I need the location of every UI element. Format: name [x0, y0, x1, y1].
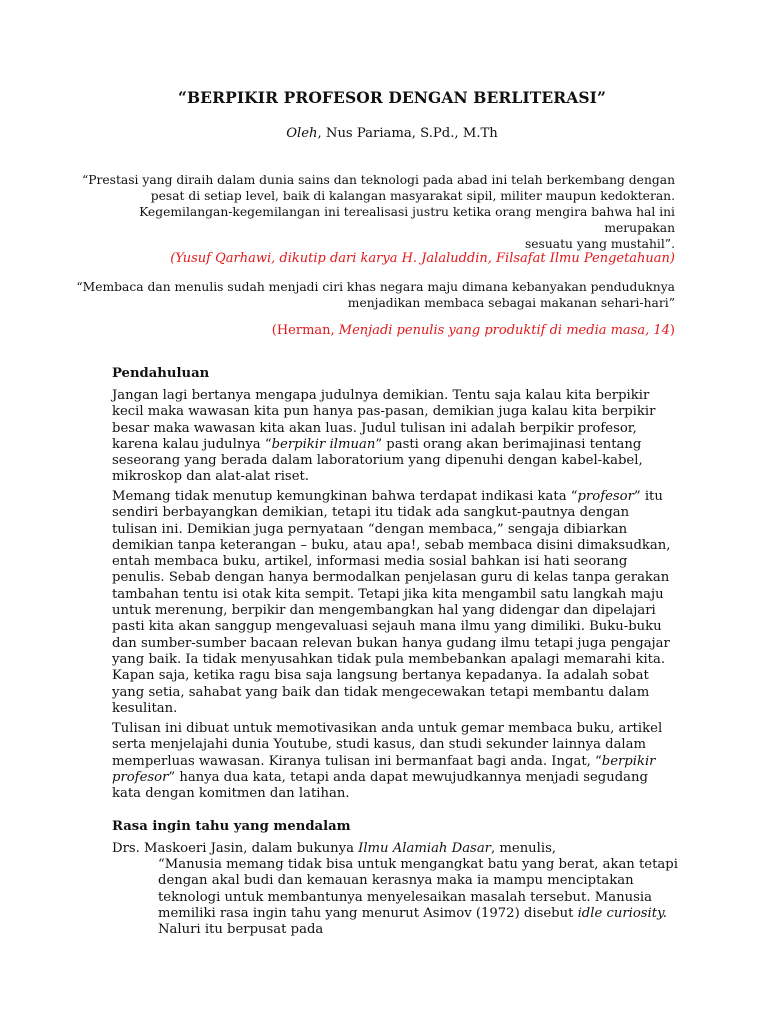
epigraph-quote-2 — [75, 279, 675, 311]
section-heading-curiosity: Rasa ingin tahu yang mendalam — [112, 819, 351, 834]
section-heading-intro: Pendahuluan — [112, 366, 210, 381]
book-title: Ilmu Alamiah Dasar — [358, 841, 491, 856]
quote-line: Kegemilangan-kegemilangan ini terealisasi justru ketika orang mengira bahwa hal ini merupakan — [139, 205, 675, 235]
text-run: “Manusia memang tidak bisa untuk mengangkat batu yang berat, akan tetapi dengan akal budi dan kemauan kerasnya maka ia mampu menciptakan teknologi untuk membantunya menyelesaikan masalah tersebut. Manusia memiliki rasa ingin tahu yang menurut Asimov (1972) disebut — [158, 857, 678, 921]
author-name: , Nus Pariama, S.Pd., M.Th — [317, 126, 498, 141]
text-run: Naluri itu berpusat pada — [158, 922, 324, 938]
text-run: ” hanya dua kata, tetapi anda dapat mewujudkannya menjadi segudang kata dengan komitmen dan latihan. — [112, 769, 648, 802]
epigraph-source-2 — [75, 323, 675, 338]
document-title: “BERPIKIR PROFESOR DENGAN BERLITERASI” — [177, 88, 607, 107]
italic-term: berpikir profesor — [112, 753, 656, 785]
italic-term: profesor — [577, 489, 634, 504]
italic-term: berpikir ilmuan — [271, 436, 376, 452]
text-run: Drs. Maskoeri Jasin, dalam bukunya — [112, 841, 359, 856]
author-byline — [0, 126, 768, 141]
paragraph-1 — [112, 388, 677, 486]
text-run: , menulis, — [491, 841, 557, 856]
text-run: Memang tidak menutup kemungkinan bahwa terdapat indikasi kata “ — [112, 489, 578, 504]
quote-line: pesat di setiap level, baik di kalangan masyarakat sipil, militer maupun kedokteran. — [150, 189, 675, 203]
epigraph-quote-1 — [75, 172, 675, 252]
quote-line: “Membaca dan menulis sudah menjadi ciri khas negara maju dimana kebanyakan penduduknya — [76, 280, 675, 294]
block-quote — [158, 857, 678, 938]
quote-line: sesuatu yang mustahil”. — [524, 237, 675, 251]
source-title: Menjadi penulis yang produktif di media masa, 14 — [338, 323, 670, 338]
paragraph-3 — [112, 721, 677, 802]
byline-prefix: Oleh — [286, 126, 318, 141]
paragraph-4 — [112, 841, 677, 857]
epigraph-source-1: (Yusuf Qarhawi, dikutip dari karya H. Jalaluddin, Filsafat Ilmu Pengetahuan) — [170, 251, 675, 266]
text-run: Tulisan ini dibuat untuk memotivasikan anda untuk gemar membaca buku, artikel serta menjelajahi dunia Youtube, studi kasus, dan studi sekunder lainnya dalam memperluas wawasan. Kiranya tulisan ini bermanfaat bagi anda. Ingat, “ — [112, 721, 663, 769]
source-close: ) — [669, 323, 675, 338]
quote-line: menjadikan membaca sebagai makanan sehari-hari” — [347, 296, 675, 310]
quote-line: “Prestasi yang diraih dalam dunia sains dan teknologi pada abad ini telah berkembang dengan — [81, 173, 675, 187]
text-run: ” pasti orang akan berimajinasi tentang seseorang yang berada dalam laboratorium yang dipenuhi dengan kabel-kabel, mikroskop dan alat-alat riset. — [112, 436, 643, 485]
text-run: ” itu sendiri berbayangkan demikian, tetapi itu tidak ada sangkut-pautnya dengan tulisan ini. Demikian juga pernyataan “dengan membaca,” sengaja dibiarkan demikian tanpa keterangan – buku, atau apa!, sebab membaca disini dimaksudkan, entah membaca buku, artikel, informasi media sosial bahkan isi hati seorang penulis. Sebab dengan hanya bermodalkan penjelasan guru di kelas tanpa gerakan tambahan tentu isi otak kita sempit. Tetapi jika kita mengambil satu langkah maju untuk merenung, berpikir dan mengembangkan hal yang didengar dan dipelajari pasti kita akan sanggup mengevaluasi sejauh mana ilmu yang dimiliki. Buku-buku dan sumber-sumber bacaan relevan bukan hanya gudang ilmu tetapi juga pengajar yang baik. Ia tidak menyusahkan tidak pula membebankan apalagi memarahi kita. Kapan saja, ketika ragu bisa saja langsung bertanya kepadanya. Ia adalah sobat yang setia, sahabat yang baik dan tidak mengecewakan tetapi membantu dalam kesulitan. — [112, 489, 671, 716]
paragraph-2 — [112, 489, 677, 717]
source-open: (Herman, — [271, 323, 339, 338]
text-run: Jangan lagi bertanya mengapa judulnya demikian. Tentu saja kalau kita berpikir kecil maka wawasan kita pun hanya pas-pasan, demikian juga kalau kita berpikir besar maka wawasan kita akan luas. Judul tulisan ini adalah berpikir profesor, karena kalau judulnya “ — [112, 388, 656, 452]
italic-term: idle curiosity. — [577, 905, 667, 921]
